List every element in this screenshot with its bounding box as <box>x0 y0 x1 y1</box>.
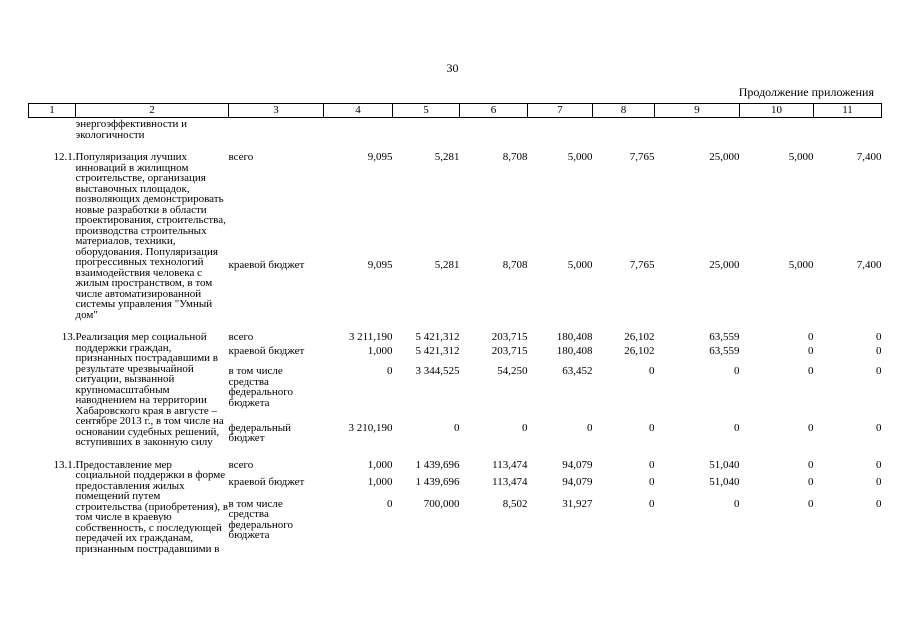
amount-cell: 7,400 <box>856 259 882 272</box>
amount-cell: 0 <box>876 458 882 471</box>
amount-cell: 5,000 <box>788 151 814 163</box>
item-name: Популяризация лучших инноваций в жилищном строительстве, организация выставочных площадок, позволяющих демонстрировать новые разработки в области проектирования, строительства, производства строительных материалов, техники, оборудования. Популяризация прогрессивных технологий взаимодействия человека с жилым пространством, в том числе автоматизированной системы управления "Умный дом" <box>75 151 226 321</box>
amount-cell: 0 <box>734 497 740 510</box>
column-header: 11 <box>814 104 882 118</box>
column-header: 3 <box>229 104 324 118</box>
amount-cell: 7,400 <box>856 151 882 163</box>
amount-cell: 25,000 <box>709 259 740 272</box>
column-header: 7 <box>528 104 593 118</box>
amount-cell: 0 <box>876 365 882 378</box>
amount-cell: 0 <box>808 345 814 358</box>
amount-cell: 1,000 <box>367 476 393 489</box>
amount-cell: 1,000 <box>367 345 393 358</box>
funding-source: всего <box>228 151 254 163</box>
funding-source: краевой бюджет <box>228 345 305 358</box>
amount-cell: 0 <box>649 365 655 378</box>
funding-source: в том числе средства федерального бюджета <box>228 497 293 542</box>
amount-cell: 5,000 <box>788 259 814 272</box>
amount-cell: 7,765 <box>629 259 655 272</box>
amount-cell: 113,474 <box>492 458 528 471</box>
amount-cell: 0 <box>454 421 460 434</box>
amount-cell: 94,079 <box>562 476 593 489</box>
funding-source: в том числе средства федерального бюджета <box>228 365 293 409</box>
amount-cell: 0 <box>649 458 655 471</box>
amount-cell: 0 <box>387 497 393 510</box>
table-row <box>29 320 882 345</box>
amount-cell: 31,927 <box>562 497 593 510</box>
amount-cell: 63,559 <box>709 331 740 343</box>
table-row <box>29 448 882 477</box>
amount-cell: 94,079 <box>562 458 593 471</box>
funding-source: всего <box>228 458 254 471</box>
funding-source: всего <box>228 331 254 343</box>
amount-cell: 63,559 <box>709 345 740 358</box>
funding-source: федеральный бюджет <box>228 421 291 445</box>
item-name: Реализация мер социальной поддержки граждан, признанных пострадавшими в результате чрезвычайной ситуации, вызванной крупномасштабным наводнением на территории Хабаровского края в августе – сентябре 2013 г., в том числе на основании судебных решений, вступивших в законную силу <box>75 331 224 448</box>
amount-cell: 0 <box>808 421 814 434</box>
amount-cell: 0 <box>734 421 740 434</box>
amount-cell: 8,708 <box>502 151 528 163</box>
amount-cell: 51,040 <box>709 458 740 471</box>
amount-cell: 0 <box>387 365 393 378</box>
amount-cell: 0 <box>808 331 814 343</box>
amount-cell: 5,281 <box>434 259 460 272</box>
amount-cell: 9,095 <box>367 259 393 272</box>
amount-cell: 0 <box>649 497 655 510</box>
amount-cell: 9,095 <box>367 151 393 163</box>
budget-table <box>28 103 882 554</box>
amount-cell: 3 211,190 <box>348 331 393 343</box>
column-header: 4 <box>324 104 393 118</box>
page-number: 30 <box>446 61 459 75</box>
amount-cell: 5,281 <box>434 151 460 163</box>
amount-cell: 8,502 <box>502 497 528 510</box>
amount-cell: 63,452 <box>562 365 593 378</box>
amount-cell: 180,408 <box>556 331 593 343</box>
amount-cell: 203,715 <box>491 345 528 358</box>
amount-cell: 8,708 <box>502 259 528 272</box>
carry-over-row <box>29 118 882 141</box>
item-index: 13. <box>61 331 76 343</box>
column-header: 2 <box>76 104 229 118</box>
column-header: 9 <box>655 104 740 118</box>
amount-cell: 0 <box>734 365 740 378</box>
amount-cell: 1 439,696 <box>415 476 460 489</box>
amount-cell: 180,408 <box>556 345 593 358</box>
column-header: 8 <box>593 104 655 118</box>
amount-cell: 5,000 <box>567 151 593 163</box>
amount-cell: 26,102 <box>624 345 655 358</box>
amount-cell: 5 421,312 <box>415 331 460 343</box>
column-header: 6 <box>460 104 528 118</box>
item-index: 13.1. <box>53 458 76 471</box>
column-header: 10 <box>740 104 814 118</box>
amount-cell: 0 <box>876 476 882 489</box>
amount-cell: 700,000 <box>423 497 460 510</box>
amount-cell: 0 <box>522 421 528 434</box>
amount-cell: 0 <box>808 497 814 510</box>
item-index: 12.1. <box>53 151 76 163</box>
amount-cell: 26,102 <box>624 331 655 343</box>
amount-cell: 0 <box>808 458 814 471</box>
amount-cell: 25,000 <box>709 151 740 163</box>
amount-cell: 0 <box>649 476 655 489</box>
continuation-label: Продолжение приложения <box>738 85 874 99</box>
amount-cell: 5 421,312 <box>415 345 460 358</box>
amount-cell: 0 <box>808 476 814 489</box>
column-header: 5 <box>393 104 460 118</box>
amount-cell: 51,040 <box>709 476 740 489</box>
item-name: Предоставление мер социальной поддержки в форме предоставления жилых помещений путем строительства (приобретения), в том числе в краевую собственность, с последующей передачей их гражданам, признанным пострадавшими в <box>75 458 229 555</box>
amount-cell: 0 <box>876 345 882 358</box>
header-row <box>29 104 882 118</box>
amount-cell: 3 210,190 <box>348 421 393 434</box>
amount-cell: 7,765 <box>629 151 655 163</box>
amount-cell: 0 <box>587 421 593 434</box>
amount-cell: 54,250 <box>497 365 528 378</box>
funding-source: краевой бюджет <box>228 476 305 489</box>
amount-cell: 5,000 <box>567 259 593 272</box>
column-header: 1 <box>29 104 76 118</box>
amount-cell: 3 344,525 <box>415 365 460 378</box>
amount-cell: 113,474 <box>492 476 528 489</box>
amount-cell: 1 439,696 <box>415 458 460 471</box>
amount-cell: 0 <box>876 421 882 434</box>
amount-cell: 203,715 <box>491 331 528 343</box>
amount-cell: 0 <box>808 365 814 378</box>
amount-cell: 0 <box>876 331 882 343</box>
carry-over-text: энергоэффективности и экологичности <box>75 118 188 141</box>
amount-cell: 1,000 <box>367 458 393 471</box>
funding-source: краевой бюджет <box>228 259 305 272</box>
amount-cell: 0 <box>649 421 655 434</box>
amount-cell: 0 <box>876 497 882 510</box>
table-row <box>29 140 882 259</box>
